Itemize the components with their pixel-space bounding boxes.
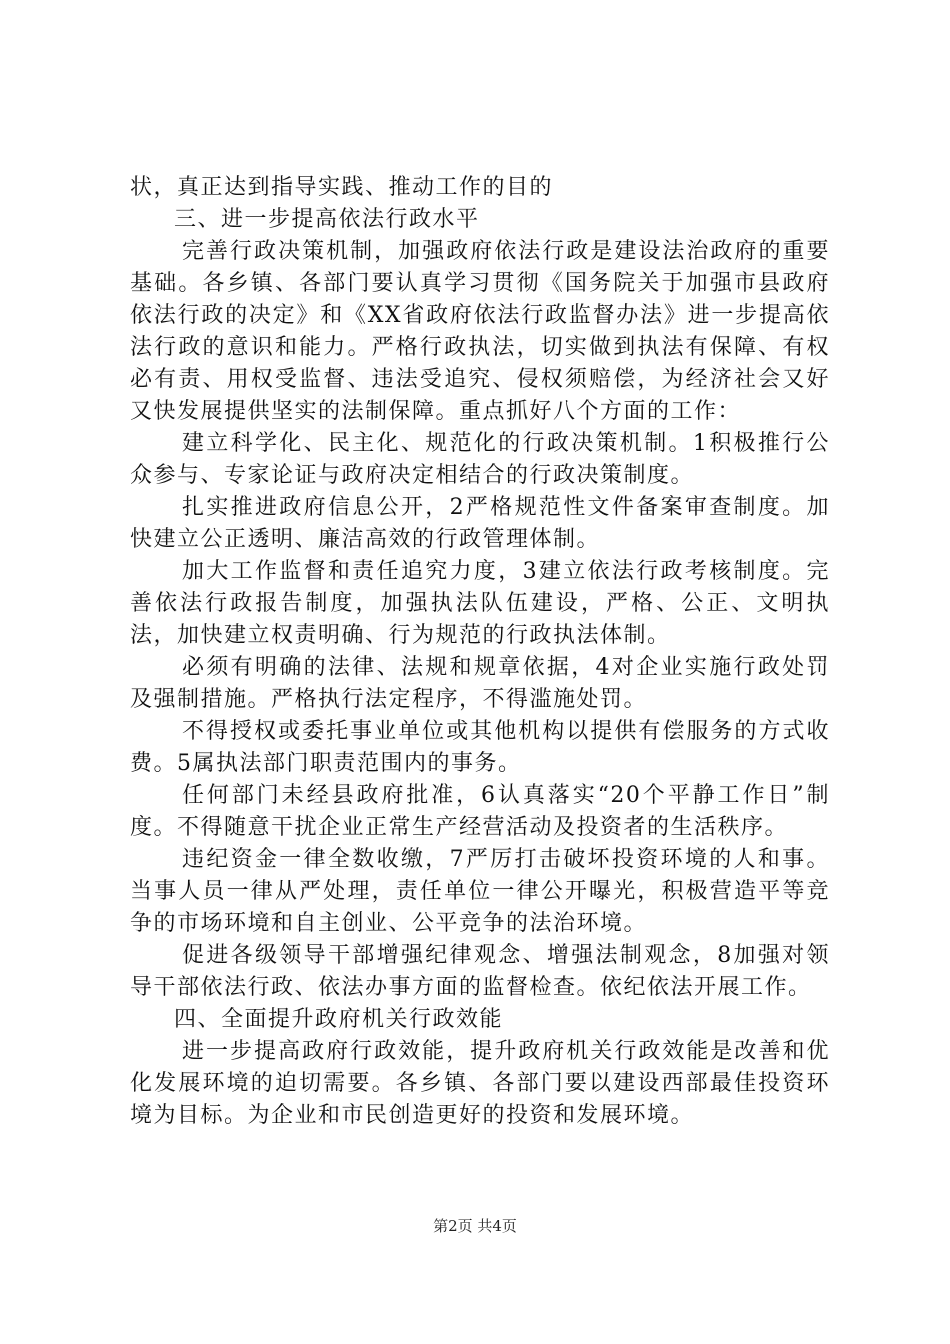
paragraph-item-7: 违纪资金一律全数收缴，7严厉打击破坏投资环境的人和事。当事人员一律从严处理，责任单位一律公开曝光，积极营造平等竞争的市场环境和自主创业、公平竞争的法治环境。 [130,847,830,936]
paragraph-item-5: 不得授权或委托事业单位或其他机构以提供有偿服务的方式收费。5属执法部门职责范围内的事务。 [130,719,830,776]
page-footer [0,1216,950,1236]
section-heading-3: 三、进一步提高依法行政水平 [174,207,480,232]
document-body [130,172,830,1132]
section-heading-4: 四、全面提升政府机关行政效能 [174,1007,504,1032]
paragraph-item-4: 必须有明确的法律、法规和规章依据，4对企业实施行政处罚及强制措施。严格执行法定程序，不得滥施处罚。 [130,655,830,712]
paragraph-item-1: 建立科学化、民主化、规范化的行政决策机制。1积极推行公众参与、专家论证与政府决定相结合的行政决策制度。 [130,431,830,488]
paragraph-item-8: 促进各级领导干部增强纪律观念、增强法制观念，8加强对领导干部依法行政、依法办事方面的监督检查。依纪依法开展工作。 [130,943,830,1000]
paragraph: 完善行政决策机制，加强政府依法行政是建设法治政府的重要基础。各乡镇、各部门要认真学习贯彻《国务院关于加强市县政府依法行政的决定》和《XX省政府依法行政监督办法》进一步提高依法行政的意识和能力。严格行政执法，切实做到执法有保障、有权必有责、用权受监督、违法受追究、侵权须赔偿，为经济社会又好又快发展提供坚实的法制保障。重点抓好八个方面的工作： [130,239,830,424]
paragraph: 进一步提高政府行政效能，提升政府机关行政效能是改善和优化发展环境的迫切需要。各乡镇、各部门要以建设西部最佳投资环境为目标。为企业和市民创造更好的投资和发展环境。 [130,1039,830,1128]
paragraph-continuation: 状，真正达到指导实践、推动工作的目的 [130,175,554,200]
paragraph-item-6: 任何部门未经县政府批准，6认真落实“20个平静工作日”制度。不得随意干扰企业正常生产经营活动及投资者的生活秩序。 [130,783,830,840]
paragraph-item-3: 加大工作监督和责任追究力度，3建立依法行政考核制度。完善依法行政报告制度，加强执法队伍建设，严格、公正、文明执法，加快建立权责明确、行为规范的行政执法体制。 [130,559,830,648]
page-number-label: 第2页 共4页 [433,1217,517,1235]
paragraph-item-2: 扎实推进政府信息公开，2严格规范性文件备案审查制度。加快建立公正透明、廉洁高效的行政管理体制。 [130,495,830,552]
